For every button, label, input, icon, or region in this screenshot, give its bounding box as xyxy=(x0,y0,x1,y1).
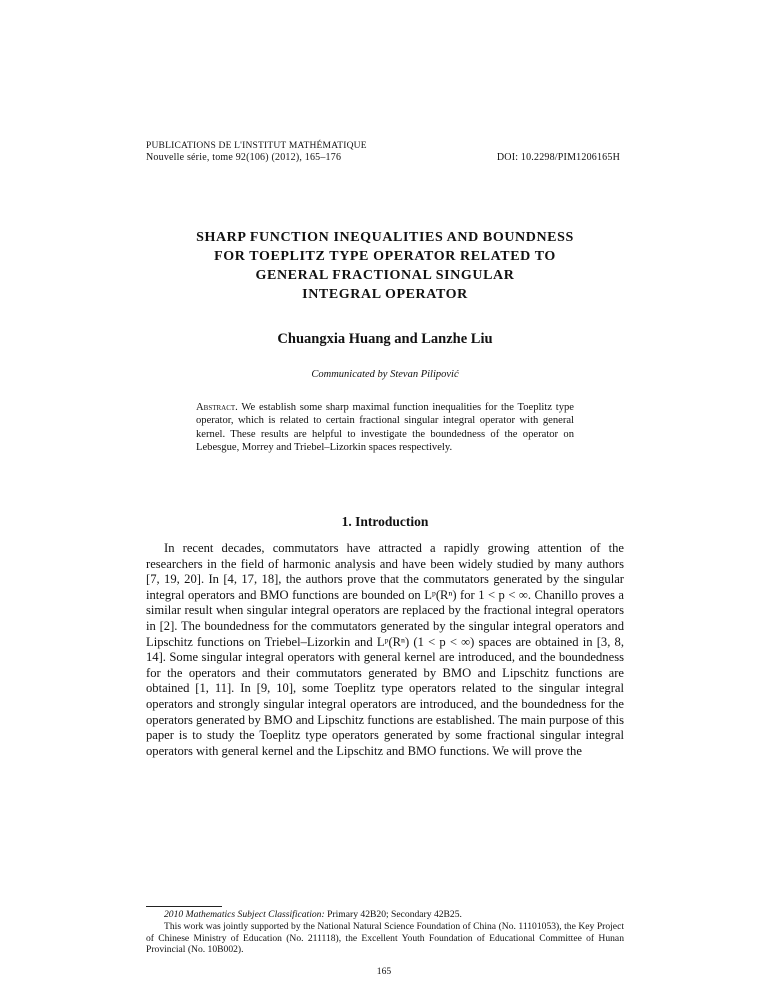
communicated-by: Communicated by Stevan Pilipović xyxy=(311,369,459,380)
msc-classification xyxy=(146,909,624,921)
footnote-divider xyxy=(146,906,222,907)
title-line: SHARP FUNCTION INEQUALITIES AND BOUNDNESS xyxy=(196,230,574,245)
body-paragraph: In recent decades, commutators have attracted a rapidly growing attention of the researchers in the field of harmonic analysis and have been widely studied by many authors [7, 19, 20]. In [4, 17, 18], the authors prove that the commutators generated by the singular integral operators and BMO functions are bounded on Lᵖ(Rⁿ) for 1 < p < ∞. Chanillo proves a similar result when singular integral operators are replaced by the fractional integral operators in [2]. The boundedness for the commutators generated by the singular integral operators and Lipschitz functions on Triebel–Lizorkin and Lᵖ(Rⁿ) (1 < p < ∞) spaces are obtained in [3, 8, 14]. Some singular integral operators with general kernel are introduced, and the boundedness for the operators and their commutators generated by BMO and Lipschitz functions are obtained [1, 11]. In [9, 10], some Toeplitz type operators related to the singular integral operators and strongly singular integral operators are introduced, and the boundedness for the operators generated by BMO and Lipschitz functions are established. The main purpose of this paper is to study the Toeplitz type operators generated by some fractional singular integral operators with general kernel and the Lipschitz and BMO functions. We will prove the xyxy=(146,541,624,758)
section-number: 1. xyxy=(341,514,352,529)
title-line: GENERAL FRACTIONAL SINGULAR xyxy=(255,268,515,283)
section-heading xyxy=(140,514,630,530)
doi: DOI: 10.2298/PIM1206165H xyxy=(496,152,620,163)
paper-title xyxy=(140,228,630,304)
page-number: 165 xyxy=(376,966,392,977)
funding-note: This work was jointly supported by the National Natural Science Foundation of China (No. 11101053), the Key Project of Chinese Ministry of Education (No. 211118), the Excellent Youth Foundation of Educational Committee of Hunan Provincial (No. 10B002). xyxy=(146,920,624,956)
title-line: FOR TOEPLITZ TYPE OPERATOR RELATED TO xyxy=(214,249,556,264)
authors: Chuangxia Huang and Lanzhe Liu xyxy=(277,331,493,347)
msc-label: 2010 Mathematics Subject Classification: xyxy=(164,909,325,920)
abstract-label: Abstract. xyxy=(196,402,238,413)
abstract-text: We establish some sharp maximal function inequalities for the Toeplitz type operator, which is related to certain fractional singular integral operator with general kernel. These results are helpful to investigate the boundedness of the operator on Lebesgue, Morrey and Triebel–Lizorkin spaces respectively. xyxy=(196,402,574,453)
title-line: INTEGRAL OPERATOR xyxy=(302,287,468,302)
footnote xyxy=(146,909,624,956)
journal-name: PUBLICATIONS DE L'INSTITUT MATHÉMATIQUE xyxy=(146,141,367,151)
journal-series: Nouvelle série, tome 92(106) (2012), 165–176 xyxy=(146,152,342,163)
msc-text: Primary 42B20; Secondary 42B25. xyxy=(327,909,462,920)
abstract xyxy=(196,401,574,454)
section-title: Introduction xyxy=(355,514,429,529)
